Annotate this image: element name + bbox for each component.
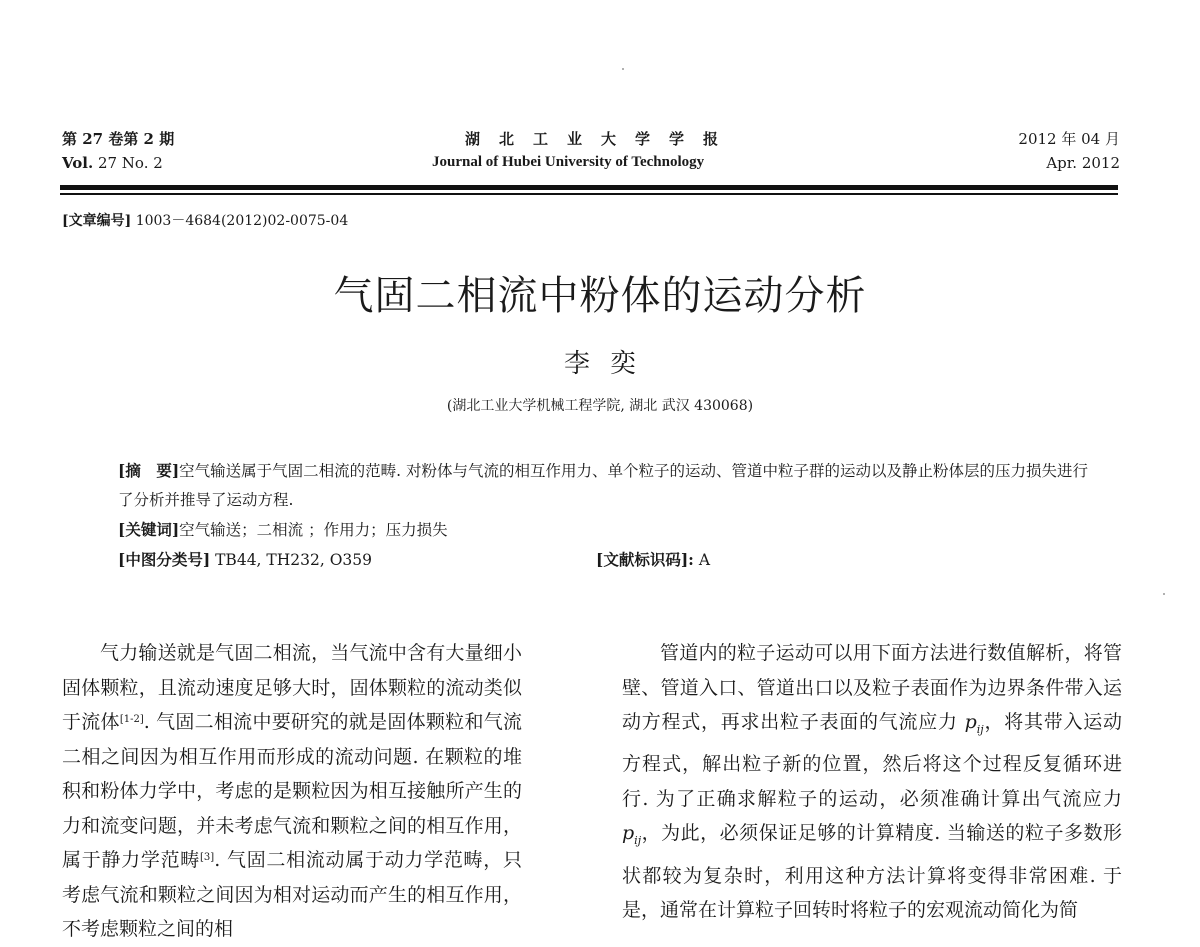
- header-rule-thick: [60, 185, 1118, 190]
- body-paragraph: 气力输送就是气固二相流，当气流中含有大量细小固体颗粒，且流动速度足够大时，固体颗粒的流动类似于流体[1-2]. 气固二相流中要研究的就是固体颗粒和气流二相之间因为相互作用而形成的流动问题. 在颗粒的堆积和粉体力学中，考虑的是颗粒因为相互接触所产生的力和流变问题，并未考虑气流和颗粒之间的相互作用，属于静力学范畴[3]. 气固二相流动属于动力学范畴，只考虑气流和颗粒之间因为相对运动而产生的相互作用，不考虑颗粒之间的相: [62, 642, 522, 940]
- publish-date-en: Apr. 2012: [1046, 154, 1120, 172]
- header-rule-thin: [60, 193, 1118, 195]
- paper-title: 气固二相流中粉体的运动分析: [333, 273, 867, 319]
- journal-name-en: Journal of Hubei University of Technology: [432, 154, 705, 170]
- stress-symbol: $p_{ij}$: [622, 822, 642, 848]
- abstract-block: [118, 456, 1098, 575]
- keywords: [关键词]空气输送；二相流 ；作用力；压力损失: [118, 520, 448, 539]
- body-column-right: [622, 636, 1122, 928]
- article-number: [文章编号] 1003－4684(2012)02-0075-04: [62, 213, 349, 229]
- author-affiliation: (湖北工业大学机械工程学院, 湖北 武汉 430068): [446, 398, 754, 414]
- scan-speck: [1163, 593, 1165, 595]
- issue-number-cn: 第 27 卷第 2 期: [62, 130, 175, 148]
- clc-number: [中图分类号] TB44, TH232, O359: [118, 550, 372, 569]
- stress-symbol: $p_{ij}$: [964, 711, 984, 736]
- issue-number-en: Vol. 27 No. 2: [62, 154, 163, 172]
- document-code: [文献标识码]: A: [596, 550, 711, 569]
- scan-speck: [622, 68, 624, 70]
- author-name: 李奕: [563, 349, 656, 379]
- citation: [3]: [200, 852, 215, 863]
- journal-name-cn: 湖北工业大学学报: [465, 130, 738, 148]
- classification-row: [118, 545, 1098, 575]
- abstract: [摘 要]空气输送属于气固二相流的范畴. 对粉体与气流的相互作用力、单个粒子的运动、管道中粒子群的运动以及静止粉体层的压力损失进行了分析并推导了运动方程.: [118, 461, 1089, 509]
- body-column-left: [62, 636, 522, 947]
- body-paragraph: 管道内的粒子运动可以用下面方法进行数值解析，将管壁、管道入口、管道出口以及粒子表面作为边界条件带入运动方程式，再求出粒子表面的气流应力 $p_{ij}$，将其带入运动方程式，解出粒子新的位置，然后将这个过程反复循环进行. 为了正确求解粒子的运动，必须准确计算出气流应力 $p_{ij}$，为此，必须保证足够的计算精度. 当输送的粒子多数形状都较为复杂时，利用这种方法计算将变得非常困难. 于是，通常在计算粒子回转时将粒子的宏观流动简化为简: [622, 642, 1122, 922]
- publish-date-cn: 2012 年 04 月: [1018, 130, 1120, 148]
- citation: [1-2]: [119, 714, 144, 725]
